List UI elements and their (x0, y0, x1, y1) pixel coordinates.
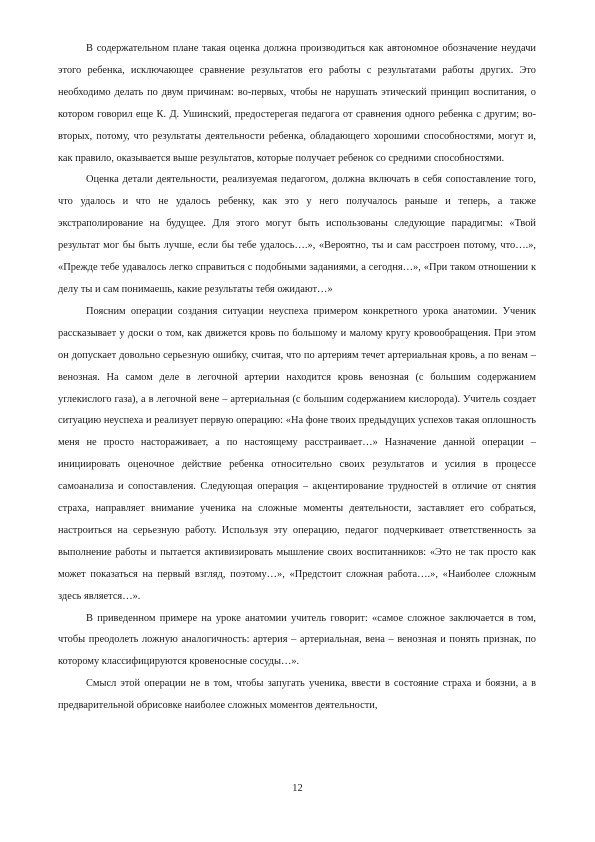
paragraph-3: Поясним операции создания ситуации неуспеха примером конкретного урока анатомии. Ученик рассказывает у доски о том, как движется кровь по большому и малому кругу кровообращения. При этом он допускает довольно серьезную ошибку, считая, что по артериям течет артериальная кровь, а по венам – венозная. На самом деле в легочной артерии находится кровь венозная (с большим содержанием углекислого газа), а в легочной вене – артериальная (с большим содержанием кислорода). Учитель создает ситуацию неуспеха и реализует первую операцию: «На фоне твоих предыдущих успехов такая оплошность меня не просто настораживает, а по настоящему расстраивает…» Назначение данной операции – инициировать оценочное действие ребенка относительно своих результатов и усилия в процессе самоанализа и сопоставления. Следующая операция – акцентирование трудностей в отличие от снятия страха, направляет внимание ученика на сложные моменты деятельности, заставляет его собраться, настроиться на серьезную работу. Используя эту операцию, педагог подчеркивает ответственность за выполнение работы и пытается активизировать мышление своих воспитанников: «Это не так просто как может показаться на первый взгляд, поэтому…», «Предстоит сложная работа….», «Наиболее сложным здесь является…». (58, 305, 536, 602)
page-number: 12 (292, 783, 303, 794)
paragraph-1: В содержательном плане такая оценка должна производиться как автономное обозначение неудачи этого ребенка, исключающее сравнение результатов его работы с результатами работы других. Это необходимо делать по двум причинам: во-первых, чтобы не нарушать этический принцип воспитания, о котором говорил еще К. Д. Ушинский, предостерегая педагога от сравнения одного ребенка с другим; во-вторых, потому, что результаты деятельности ребенка, обладающего хорошими способностями, могут и, как правило, оказывается выше результатов, которые получает ребенок со средними способностями. (58, 43, 536, 164)
body-text (58, 38, 536, 717)
paragraph-5: Смысл этой операции не в том, чтобы запугать ученика, ввести в состояние страха и боязни, а в предварительной обрисовке наиболее сложных моментов деятельности, (58, 678, 536, 712)
paragraph-4: В приведенном примере на уроке анатомии учитель говорит: «самое сложное заключается в том, чтобы преодолеть ложную аналогичность: артерия – артериальная, вена – венозная и понять признак, по которому классифицируются кровеносные сосуды…». (58, 612, 536, 668)
paragraph-2: Оценка детали деятельности, реализуемая педагогом, должна включать в себя сопоставление того, что удалось и что не удалось ребенку, как это у него получалось раньше и теперь, а также экстраполирование на будущее. Для этого могут быть использованы следующие парадигмы: «Твой результат мог бы быть лучше, если бы тебе удалось….», «Вероятно, ты и сам расстроен потому, что….», «Прежде тебе удавалось легко справиться с подобными заданиями, а сегодня…», «При таком отношении к делу ты и сам понимаешь, какие результаты тебя ожидают…» (58, 174, 536, 295)
